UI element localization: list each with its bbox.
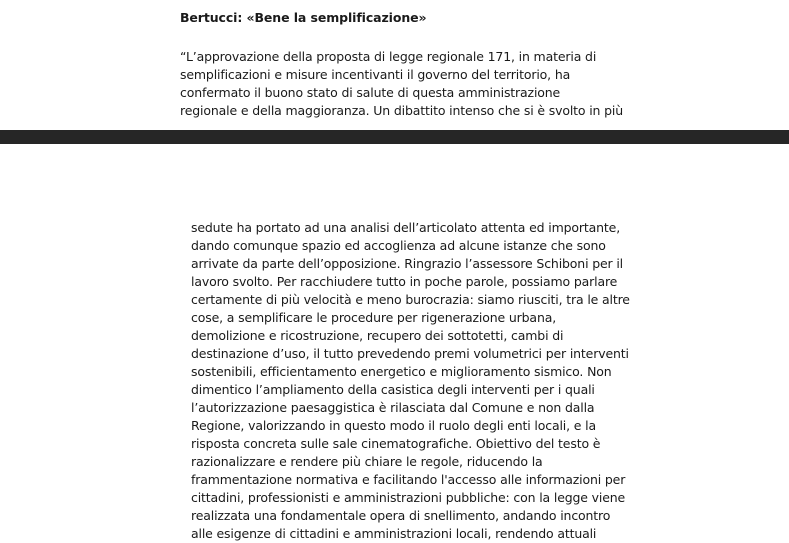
body-line: alle esigenze di cittadini e amministrazioni locali, rendendo attuali	[191, 526, 597, 541]
dark-divider-bar	[0, 130, 789, 144]
body-line: cose, a semplificare le procedure per rigenerazione urbana,	[191, 310, 557, 325]
body-line: frammentazione normativa e facilitando l'accesso alle informazioni per	[191, 472, 626, 487]
body-line: arrivate da parte dell’opposizione. Ringrazio l’assessore Schiboni per il	[191, 256, 623, 271]
body-line: Regione, valorizzando in questo modo il ruolo degli enti locali, e la	[191, 418, 596, 433]
body-line: dimentico l’ampliamento della casistica degli interventi per i quali	[191, 382, 595, 397]
body-line: lavoro svolto. Per racchiudere tutto in poche parole, possiamo parlare	[191, 274, 618, 289]
article-intro	[180, 48, 624, 120]
body-line: demolizione e ricostruzione, recupero dei sottotetti, cambi di	[191, 328, 564, 343]
body-line: dando comunque spazio ed accoglienza ad alcune istanze che sono	[191, 238, 606, 253]
article-headline: Bertucci: «Bene la semplificazione»	[180, 10, 427, 25]
intro-line: “L’approvazione della proposta di legge regionale 171, in materia di	[180, 49, 597, 64]
body-line: certamente di più velocità e meno burocrazia: siamo riusciti, tra le altre	[191, 292, 630, 307]
body-line: razionalizzare e rendere più chiare le regole, riducendo la	[191, 454, 543, 469]
article-body	[191, 219, 631, 543]
intro-line: regionale e della maggioranza. Un dibattito intenso che si è svolto in più	[180, 103, 624, 118]
intro-line: semplificazioni e misure incentivanti il governo del territorio, ha	[180, 67, 571, 82]
body-line: sedute ha portato ad una analisi dell’articolato attenta ed importante,	[191, 220, 621, 235]
body-line: realizzata una fondamentale opera di snellimento, andando incontro	[191, 508, 611, 523]
intro-line: confermato il buono stato di salute di questa amministrazione	[180, 85, 561, 100]
body-line: cittadini, professionisti e amministrazioni pubbliche: con la legge viene	[191, 490, 626, 505]
body-line: destinazione d’uso, il tutto prevedendo premi volumetrici per interventi	[191, 346, 629, 361]
body-line: l’autorizzazione paesaggistica è rilasciata dal Comune e non dalla	[191, 400, 595, 415]
body-line: sostenibili, efficientamento energetico e miglioramento sismico. Non	[191, 364, 612, 379]
body-line: risposta concreta sulle sale cinematografiche. Obiettivo del testo è	[191, 436, 601, 451]
